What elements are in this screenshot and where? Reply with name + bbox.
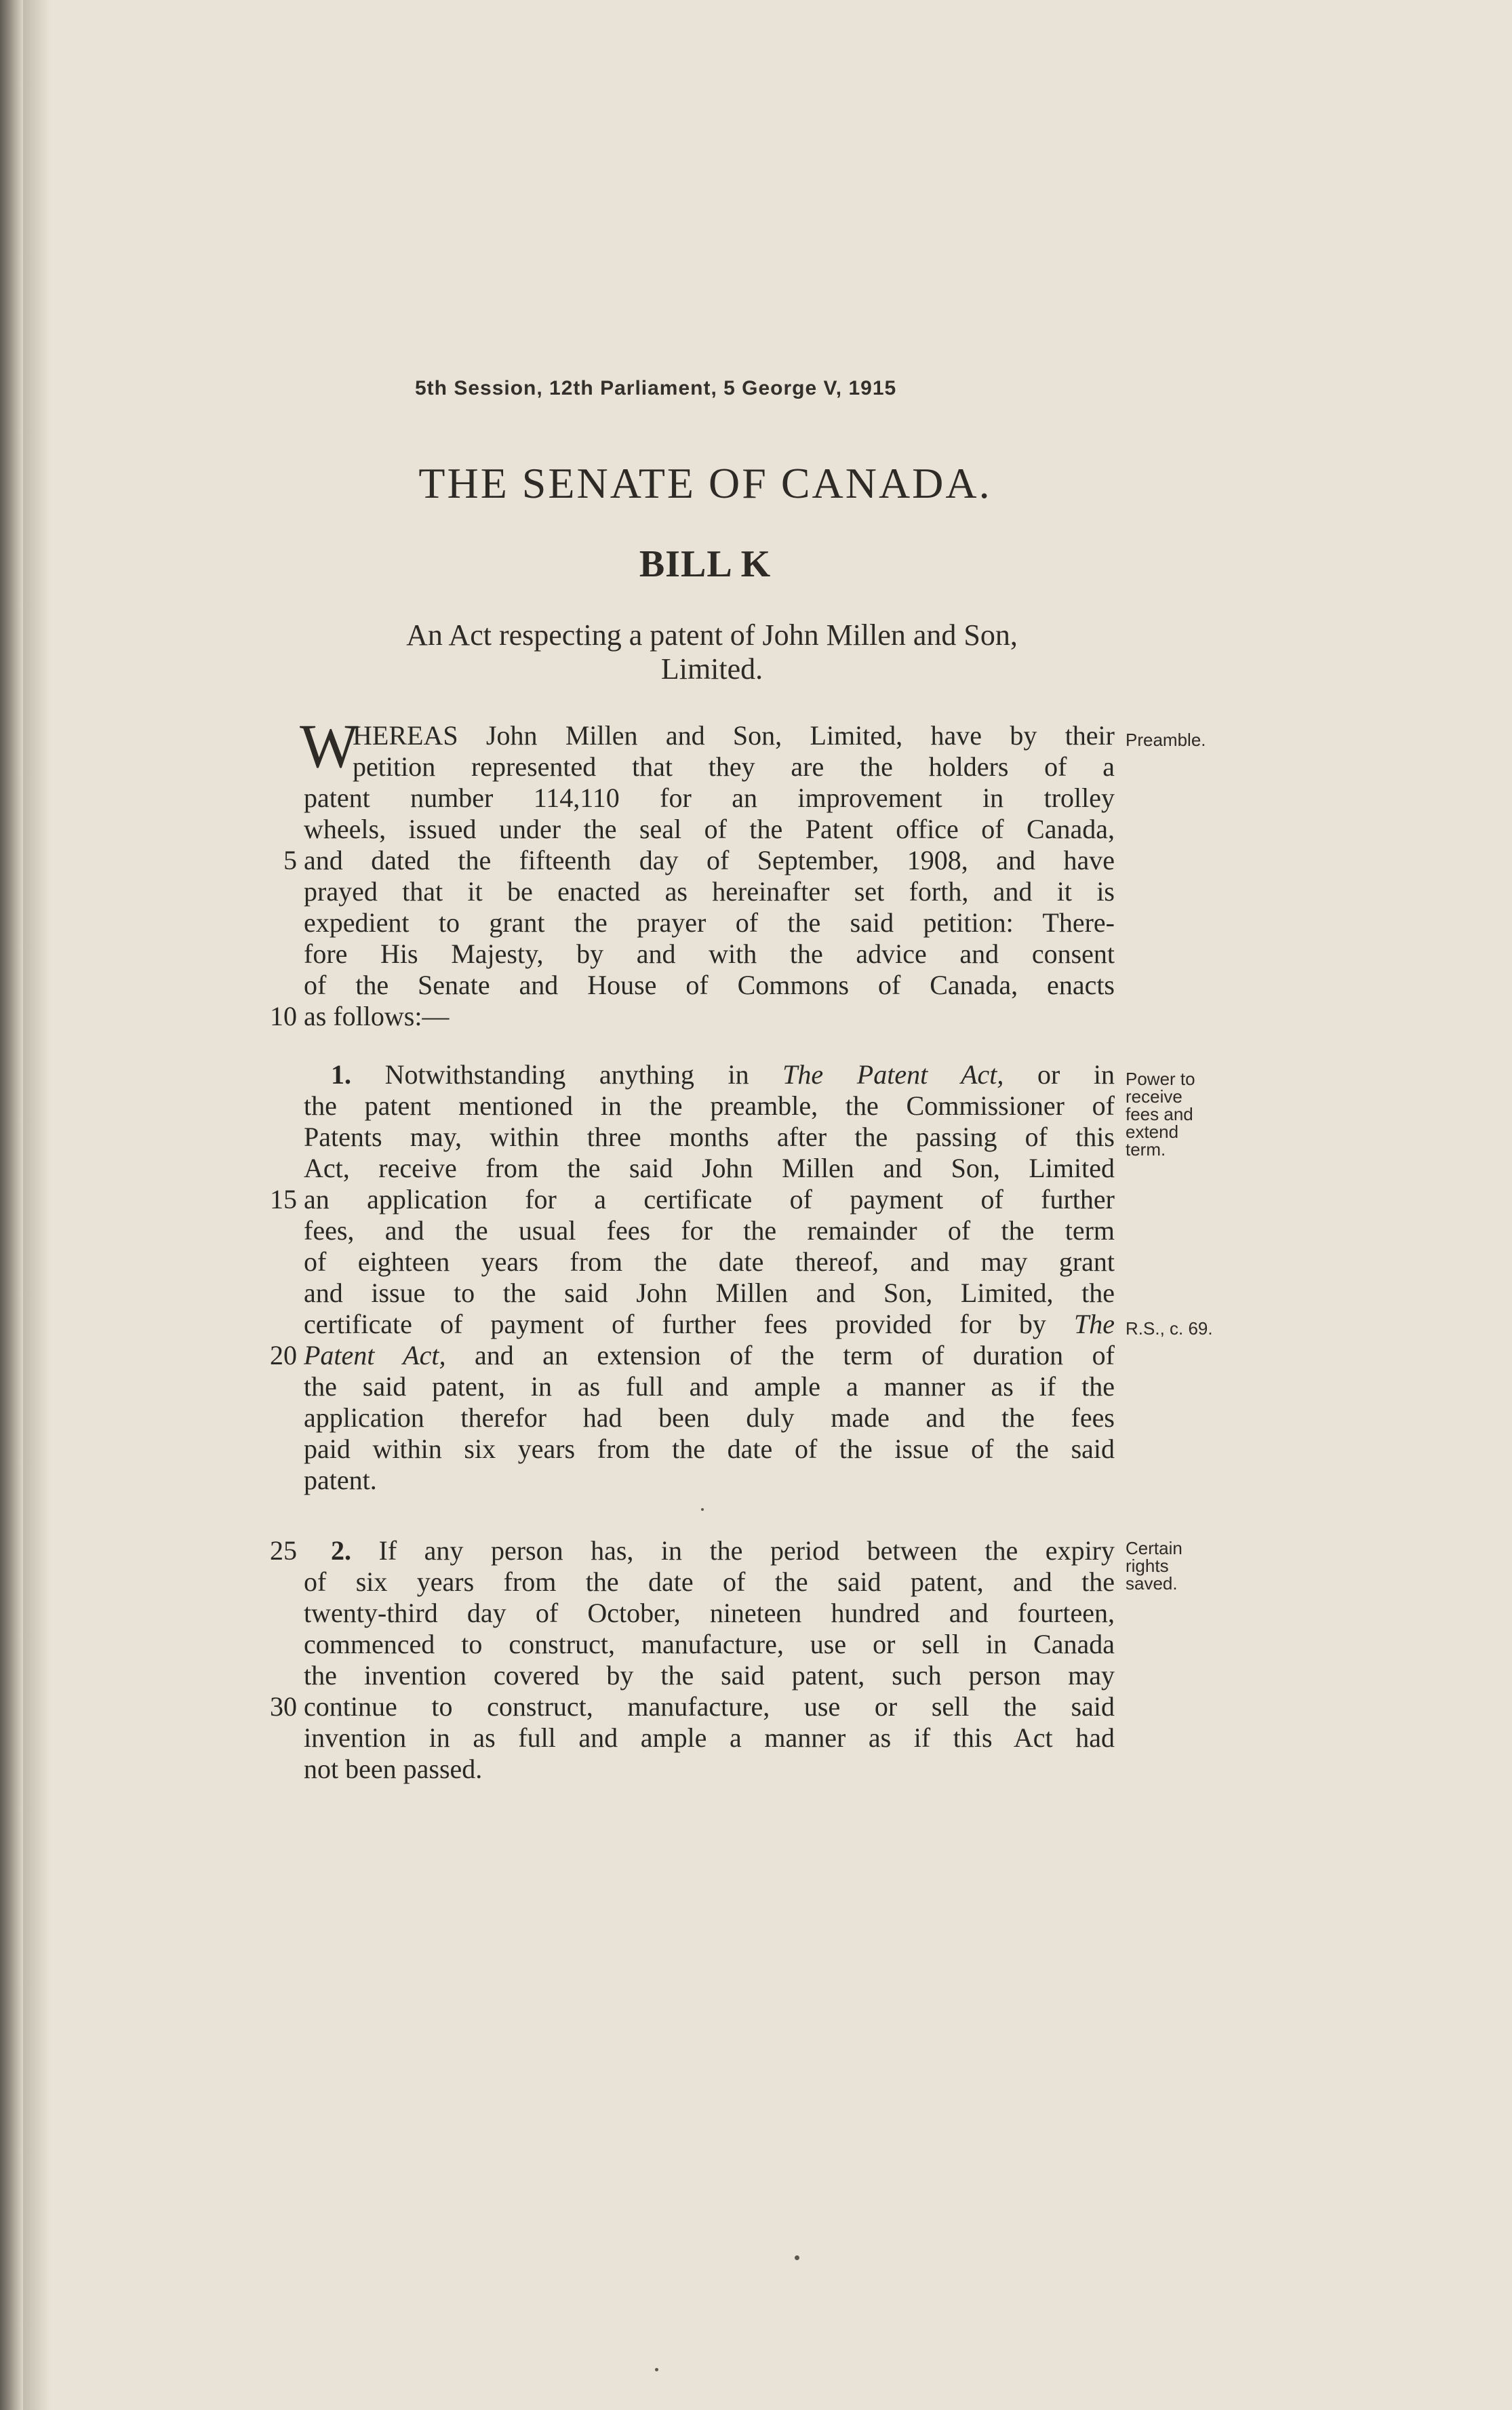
- section1-line: the patent mentioned in the preamble, the Commissioner of: [304, 1090, 1115, 1121]
- section2-line: commenced to construct, manufacture, use or sell in Canada: [304, 1629, 1115, 1659]
- section2-line: continue to construct, manufacture, use or sell the said: [304, 1691, 1115, 1722]
- section1-text: certificate of payment of further fees provided for by: [304, 1309, 1074, 1339]
- section1-line: the said patent, in as full and ample a manner as if the: [304, 1371, 1115, 1402]
- margin-note-section2: [1126, 1539, 1248, 1592]
- drop-cap: W: [300, 711, 359, 781]
- section1-line: Patents may, within three months after the passing of this: [304, 1122, 1115, 1152]
- section1-line: paid within six years from the date of the issue of the said: [304, 1434, 1115, 1464]
- margin-note-line: term.: [1126, 1139, 1166, 1160]
- section2-line: the invention covered by the said patent, such person may: [304, 1660, 1115, 1691]
- margin-note-line: Certain: [1126, 1538, 1182, 1558]
- section1-line: fees, and the usual fees for the remainder of the term: [304, 1215, 1115, 1246]
- line-number: 5: [283, 845, 297, 875]
- line-number: 15: [270, 1184, 297, 1214]
- section2-line: not been passed.: [304, 1754, 483, 1784]
- bill-title: BILL K: [639, 543, 772, 585]
- section1-line: [304, 1309, 1115, 1340]
- paper-speck: [655, 2368, 658, 2371]
- act-title-line: Limited.: [660, 652, 763, 686]
- section1-line: Act, receive from the said John Millen and Son, Limited: [304, 1153, 1115, 1183]
- section1-text: and an extension of the term of duration of: [445, 1340, 1115, 1370]
- margin-note-line: extend: [1126, 1122, 1179, 1142]
- section2-line: invention in as full and ample a manner as if this Act had: [304, 1722, 1115, 1753]
- line-number: 20: [270, 1340, 297, 1370]
- section1-line: application therefor had been duly made and the fees: [304, 1402, 1115, 1433]
- section1-text: Notwithstanding anything in: [384, 1059, 783, 1090]
- preamble-line: patent number 114,110 for an improvement in trolley: [304, 783, 1115, 813]
- preamble-line: wheels, issued under the seal of the Patent office of Canada,: [304, 814, 1115, 844]
- line-number: 30: [270, 1691, 297, 1722]
- section1-line: an application for a certificate of payment of further: [304, 1184, 1115, 1214]
- section-number: 2.: [331, 1535, 351, 1566]
- chamber-title: THE SENATE OF CANADA.: [418, 459, 992, 507]
- paper-speck: [701, 1508, 704, 1511]
- section1-line: and issue to the said John Millen and Son, Limited, the: [304, 1278, 1115, 1308]
- margin-note-line: Power to: [1126, 1069, 1195, 1089]
- section1-line: [331, 1059, 1115, 1090]
- section1-line: [304, 1340, 1115, 1371]
- section2-line: twenty-third day of October, nineteen hundred and fourteen,: [304, 1598, 1115, 1628]
- book-binding-edge: [0, 0, 23, 2410]
- section-number: 1.: [331, 1059, 351, 1090]
- margin-note-line: receive: [1126, 1086, 1182, 1107]
- section1-italic-text: Patent Act,: [304, 1340, 446, 1370]
- margin-note-line: fees and: [1126, 1104, 1193, 1124]
- margin-note-line: saved.: [1126, 1573, 1178, 1594]
- margin-statute-reference: R.S., c. 69.: [1126, 1318, 1213, 1339]
- preamble-line: expedient to grant the prayer of the said petition: There-: [304, 907, 1115, 938]
- act-title-line: An Act respecting a patent of John Millen and Son,: [406, 618, 1018, 652]
- preamble-line: HEREAS John Millen and Son, Limited, have by their: [353, 720, 1115, 751]
- section1-line: patent.: [304, 1465, 377, 1495]
- act-title: [292, 618, 1132, 686]
- margin-note-section1: [1126, 1070, 1248, 1158]
- preamble-line: fore His Majesty, by and with the advice and consent: [304, 939, 1115, 969]
- section1-italic-text: The Patent Act,: [782, 1059, 1004, 1090]
- section1-line: of eighteen years from the date thereof, and may grant: [304, 1246, 1115, 1277]
- section2-line: of six years from the date of the said patent, and the: [304, 1566, 1115, 1597]
- binding-shadow: [23, 0, 50, 2410]
- line-number: 25: [270, 1535, 297, 1566]
- preamble-line: of the Senate and House of Commons of Canada, enacts: [304, 970, 1115, 1000]
- margin-note-line: rights: [1126, 1556, 1169, 1576]
- preamble-line: petition represented that they are the holders of a: [353, 751, 1115, 782]
- section2-line: [331, 1535, 1115, 1566]
- section1-text: or in: [1003, 1059, 1115, 1090]
- line-number: 10: [270, 1001, 297, 1031]
- preamble-line: and dated the fifteenth day of September, 1908, and have: [304, 845, 1115, 875]
- section2-text: If any person has, in the period between the expiry: [378, 1535, 1115, 1566]
- margin-note-preamble: Preamble.: [1126, 730, 1206, 750]
- section1-italic-text: The: [1074, 1309, 1115, 1339]
- paper-speck: [795, 2255, 799, 2260]
- preamble-line: as follows:—: [304, 1001, 450, 1031]
- session-header: 5th Session, 12th Parliament, 5 George V, 1915: [415, 377, 897, 399]
- preamble-line: prayed that it be enacted as hereinafter set forth, and it is: [304, 876, 1115, 907]
